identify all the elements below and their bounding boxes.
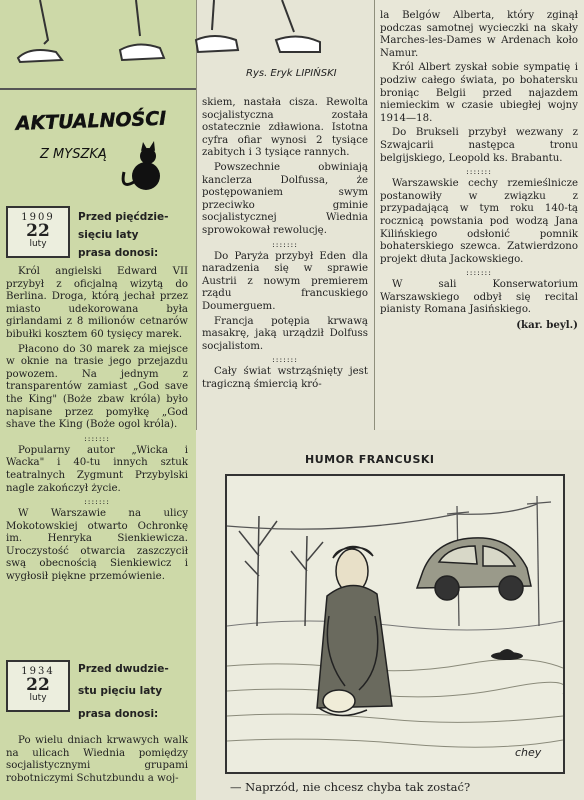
paragraph: Król angielski Edward VII przybył z oficjalną wizytą do Berlina. Droga, którą jechał przez miasto udekorowana była girlandami z 8 milionów cetnarów bibułki kosztem 60 tysięcy marek.	[6, 266, 188, 340]
artist-signature: chey	[515, 746, 542, 759]
date-month: luty	[29, 693, 47, 703]
cartoon-frame	[225, 474, 565, 774]
article-1909	[6, 266, 188, 586]
cartoon-heading: HUMOR FRANCUSKI	[305, 453, 435, 466]
paragraph: Po wielu dniach krwawych walk na ulicach Wiednia pomiędzy socjalistycznymi grupami robotniczymi Schutzbundu a woj-	[6, 735, 188, 784]
paragraph: Cały świat wstrząśnięty jest tragiczną śmiercią kró-	[202, 366, 368, 390]
author-signature: (kar. beyl.)	[516, 319, 578, 332]
logo-subtitle: Z MYSZKĄ	[40, 147, 107, 162]
date-day: 22	[26, 221, 50, 241]
paragraph: W Warszawie na ulicy Mokotowskiej otwarto Ochronkę im. Henryka Sienkiewicza. Uroczystość otwarcia zaszczycił swą obecnością Sienkiewicz i wygłosił piękne przemówienie.	[6, 508, 188, 583]
section-rule	[0, 88, 196, 90]
illustration-credit: Rys. Eryk LIPIŃSKI	[246, 68, 337, 79]
paragraph: la Belgów Alberta, który zginął podczas samotnej wycieczki na skały Marches-les-Dames w Ardenach koło Namur.	[380, 10, 578, 59]
date-box-1934	[6, 660, 70, 712]
separator: :::::::	[84, 433, 110, 443]
separator: :::::::	[466, 268, 492, 278]
bare-trees	[239, 516, 323, 626]
paragraph: Do Brukseli przybył wezwany z Szwajcarii następca tronu belgijskiego, Leopold ks. Brabantu.	[380, 127, 578, 164]
cat-icon	[123, 141, 160, 190]
submerged-car	[417, 538, 531, 600]
paragraph: Płacono do 30 marek za miejsce w oknie na trasie jego przejazdu powozem. Na jednym z transparentów zamiast „God save the King" (Boże zbaw króla) było napisane przez pomyłkę „God shave the King (Boże ogol króla).	[6, 343, 188, 431]
floating-hat	[491, 649, 523, 660]
man-figure	[317, 546, 392, 708]
separator: :::::::	[466, 167, 492, 177]
headline-1909-line2: sięciu laty	[78, 229, 139, 241]
headline-1909-line1: Przed pięćdzie-	[78, 211, 169, 223]
section-logo	[10, 98, 190, 198]
article-1934-right	[380, 10, 578, 332]
separator: :::::::	[272, 239, 298, 249]
article-1934-continued	[202, 97, 368, 393]
paragraph: skiem, nastała cisza. Rewolta socjalistyczna została ostatecznie zdławiona. Istotna cyfra ofiar wynosi 2 tysiące zabitych i 3 tysiące rannych.	[202, 97, 368, 159]
date-year: 1934	[21, 666, 55, 677]
separator: :::::::	[84, 497, 110, 507]
paragraph: Warszawskie cechy rzemieślnicze postanowiły w związku z przypadającą w tym roku 140-tą rocznicą powstania pod wodzą Jana Kilińskiego odsłonić pomnik bohaterskiego szewca. Zatwierdzono projekt dłuta Jackowskiego.	[380, 178, 578, 265]
paragraph: Popularny autor „Wicka i Wacka" i 40-tu innych sztuk teatralnych Zygmunt Przybylski nagle zakończył życie.	[6, 444, 188, 494]
headline-1934-line2: stu pięciu laty	[78, 685, 163, 697]
paragraph: Powszechnie obwiniają kanclerza Dolfussa, że postępowaniem swym przeciwko gminie socjalistycznej Wiednia sprowokował rewolucję.	[202, 161, 368, 236]
date-box-1909	[6, 206, 70, 258]
paragraph: Do Paryża przybył Eden dla naradzenia się w sprawie Austrii z nowym premierem rządu francuskiego Doumerguem.	[202, 250, 368, 312]
headline-1909-line3: prasa donosi:	[78, 247, 159, 259]
paragraph: Francja potępia krwawą masakrę, jaką urządził Dolfuss socjalistom.	[202, 315, 368, 352]
cartoon-drawing	[227, 476, 563, 772]
paragraph: Król Albert zyskał sobie sympatię i podziw całego świata, po bohatersku broniąc Belgii przed najazdem niemieckim w czasie ubiegłej wojny 1914—18.	[380, 62, 578, 124]
date-year: 1909	[21, 212, 55, 223]
article-1934-start	[6, 735, 188, 787]
date-month: luty	[29, 239, 47, 249]
date-day: 22	[26, 675, 50, 695]
separator: :::::::	[272, 355, 298, 365]
cartoon-caption: — Naprzód, nie chcesz chyba tak zostać?	[230, 780, 471, 794]
headline-1934-line1: Przed dwudzie-	[78, 663, 169, 675]
logo-title: AKTUALNOŚCI	[15, 107, 167, 135]
paragraph: W sali Konserwatorium Warszawskiego odbył się recital pianisty Romana Jasińskiego.	[380, 279, 578, 316]
headline-1934-line3: prasa donosi:	[78, 708, 159, 720]
